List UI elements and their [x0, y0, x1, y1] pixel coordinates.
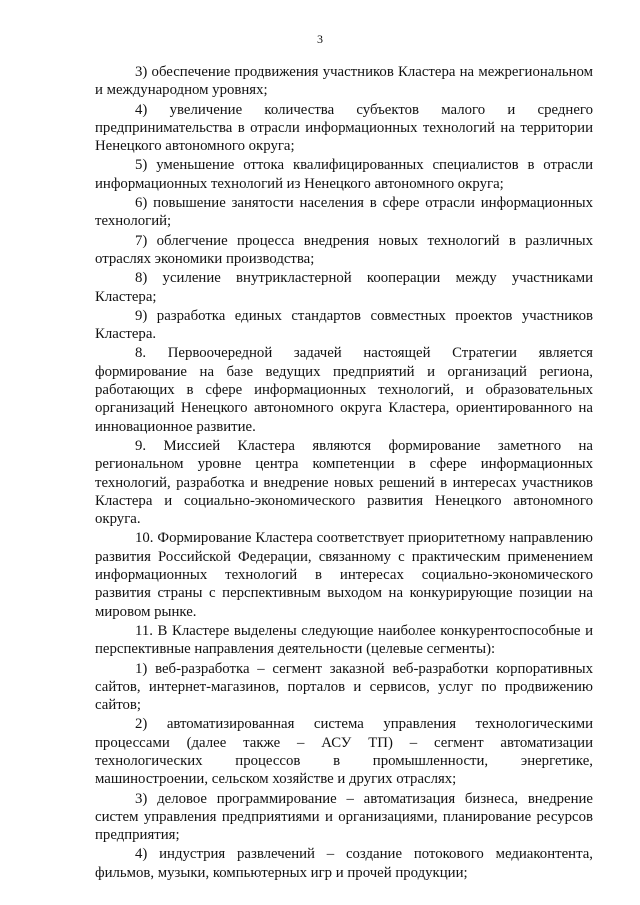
- list-item-9: 9) разработка единых стандартов совместных проектов участников Кластера.: [95, 307, 593, 343]
- list-item-3: 3) обеспечение продвижения участников Кластера на межрегиональном и международном уровнях;: [95, 64, 593, 99]
- section-11-paragraph: 11. В Кластере выделены следующие наиболее конкурентоспособные и перспективные направления деятельности (целевые сегменты):: [95, 622, 593, 658]
- segment-item-4: 4) индустрия развлечений – создание потокового медиаконтента, фильмов, музыки, компьютерных игр и прочей продукции;: [95, 846, 593, 881]
- list-item-8: 8) усиление внутрикластерной кооперации между участниками Кластера;: [95, 270, 593, 305]
- segment-item-3: 3) деловое программирование – автоматизация бизнеса, внедрение систем управления предприятиями и организациями, планирование ресурсов предприятия;: [95, 790, 593, 844]
- section-9-paragraph: 9. Миссией Кластера являются формирование заметного на региональном уровне центра компетенции в сфере информационных технологий, разработка и внедрение новых решений в интересах участников Кластера и социально-экономического развития Ненецкого автономного округа.: [95, 437, 593, 528]
- document-body: [95, 63, 593, 883]
- list-item-5: 5) уменьшение оттока квалифицированных специалистов в отрасли информационных технологий из Ненецкого автономного округа;: [95, 157, 593, 192]
- section-8-paragraph: 8. Первоочередной задачей настоящей Стратегии является формирование на базе ведущих предприятий и организаций региона, работающих в сфере информационных технологий, и образовательных организаций Ненецкого автономного округа Кластера, ориентированного на инновационное развитие.: [95, 345, 593, 435]
- segment-item-2: 2) автоматизированная система управления технологическими процессами (далее также – АСУ ТП) – сегмент автоматизации технологических процессов в промышленности, энергетике, машиностроении, сельском хозяйстве и других отраслях;: [95, 716, 593, 788]
- page-number: 3: [317, 32, 323, 46]
- list-item-4: 4) увеличение количества субъектов малого и среднего предпринимательства в отрасли информационных технологий на территории Ненецкого автономного округа;: [95, 101, 593, 155]
- list-item-7: 7) облегчение процесса внедрения новых технологий в различных отраслях экономики производства;: [95, 232, 593, 267]
- section-10-paragraph: 10. Формирование Кластера соответствует приоритетному направлению развития Российской Федерации, связанному с практическим применением информационных технологий в интересах социально-экономического развития страны с перспективным выходом на конкурирующие позиции на мировом рынке.: [95, 530, 593, 620]
- list-item-6: 6) повышение занятости населения в сфере отрасли информационных технологий;: [95, 195, 593, 230]
- segment-item-1: 1) веб-разработка – сегмент заказной веб-разработки корпоративных сайтов, интернет-магазинов, порталов и сервисов, услуг по продвижению сайтов;: [95, 660, 593, 714]
